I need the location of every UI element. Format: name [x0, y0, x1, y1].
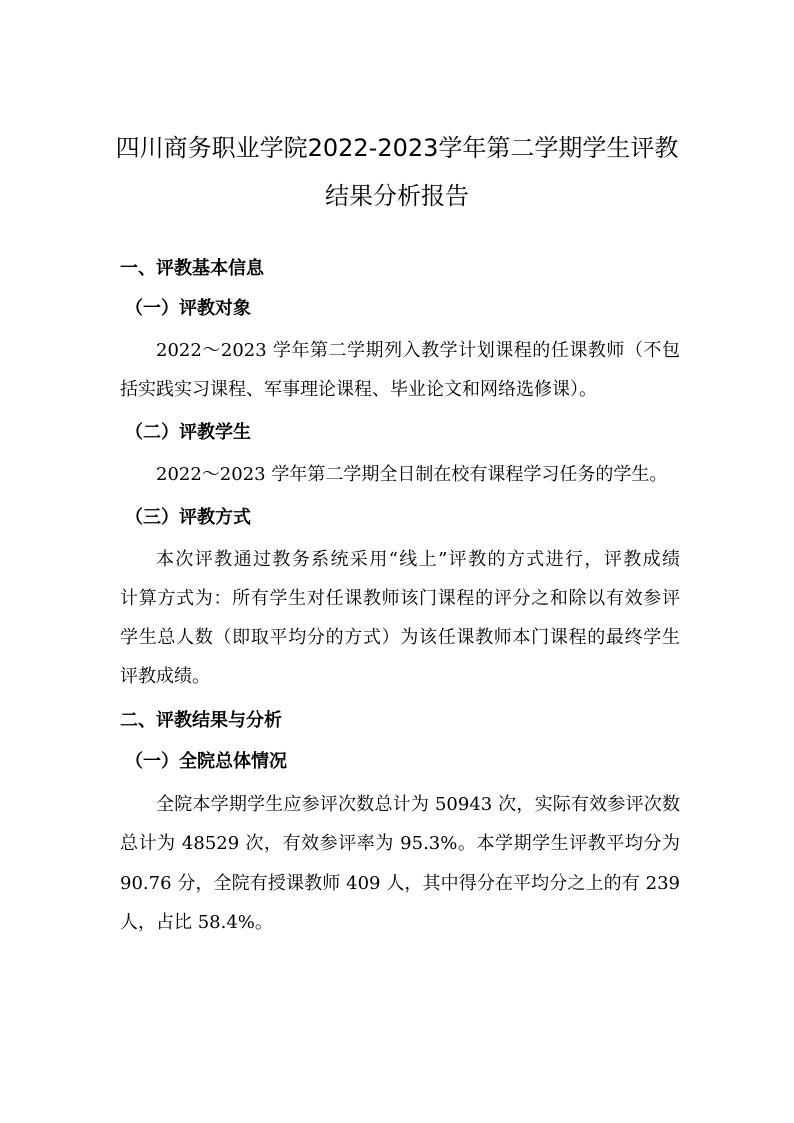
subsection-heading-students: （二）评教学生 — [125, 422, 251, 443]
paragraph-line: 2022～2023 学年第二学期全日制在校有课程学习任务的学生。 — [156, 464, 668, 485]
paragraph-line: 本次评教通过教务系统采用“线上”评教的方式进行，评教成绩 — [156, 549, 680, 570]
section-heading-results: 二、评教结果与分析 — [120, 710, 282, 731]
paragraph-line: 总计为 48529 次，有效参评率为 95.3%。本学期学生评教平均分为 — [120, 833, 680, 854]
paragraph-line: 全院本学期学生应参评次数总计为 50943 次，实际有效参评次数 — [156, 794, 680, 815]
paragraph-line: 括实践实习课程、军事理论课程、毕业论文和网络选修课）。 — [120, 379, 597, 400]
report-title-line-1: 四川商务职业学院2022-2023学年第二学期学生评教 — [115, 134, 679, 162]
paragraph-line: 学生总人数（即取平均分的方式）为该任课教师本门课程的最终学生 — [120, 627, 680, 648]
paragraph-line: 人，占比 58.4%。 — [120, 912, 273, 933]
paragraph-line: 评教成绩。 — [120, 666, 210, 687]
subsection-heading-method: （三）评教方式 — [125, 507, 251, 528]
paragraph-line: 计算方式为：所有学生对任课教师该门课程的评分之和除以有效参评 — [120, 588, 680, 609]
report-title-line-2: 结果分析报告 — [325, 182, 469, 210]
section-heading-basic-info: 一、评教基本信息 — [120, 258, 264, 279]
subsection-heading-overall: （一）全院总体情况 — [125, 751, 287, 772]
paragraph-line: 2022～2023 学年第二学期列入教学计划课程的任课教师（不包 — [156, 340, 680, 361]
subsection-heading-targets: （一）评教对象 — [125, 298, 251, 319]
paragraph-line: 90.76 分，全院有授课教师 409 人，其中得分在平均分之上的有 239 — [120, 873, 680, 894]
